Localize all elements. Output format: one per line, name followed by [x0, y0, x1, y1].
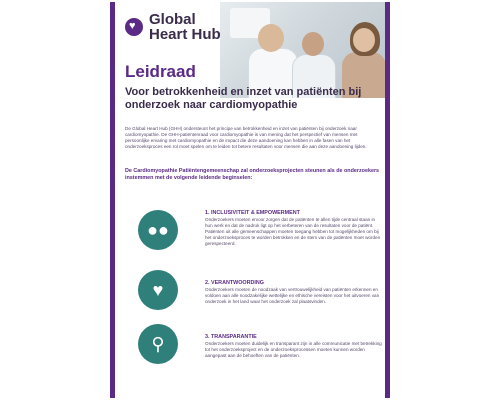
logo-line1: Global — [149, 11, 196, 28]
people-icon: ●● — [138, 210, 178, 250]
page-title: Leidraad — [125, 62, 196, 81]
group-heart-icon: ♥ — [138, 270, 178, 310]
doctors-photo — [220, 2, 390, 98]
principle-2-heading: 2. VERANTWOORDING — [205, 280, 264, 286]
principle-3 — [205, 334, 383, 359]
principle-2 — [205, 280, 383, 305]
lead-paragraph: De Cardiomyopathie Patiëntengemeenschap zal onderzoeksprojecten steunen als de onderzoekers instemmen met de volgende leidende beginselen: — [125, 168, 380, 181]
principle-2-text: Onderzoekers moeten de noodzaak van vertrouwelijkheid van patiënten erkennen en voldoen aan alle noodzakelijke wettelijke en ethische vereisten voor het uitvoeren van onderzoek in het land waar het onderzoek zal plaatsvinden. — [205, 287, 380, 304]
intro-paragraph: De Global Heart Hub (GHH) ondersteunt het principe van betrokkenheid en inzet van patiënten bij onderzoek naar cardiomyopathie. De GHH-patiëntenraad voor cardiomyopathie is van mening dat het perspectief van mensen met persoonlijke ervaring met cardiomyopathie en de impact die deze aandoening kan hebben in alle fasen van het onderzoeksproces een rol moet spelen om te leiden tot betere resultaten voor mensen die aan deze aandoening lijden. — [125, 126, 367, 149]
principle-1-heading: 1. INCLUSIVITEIT & EMPOWERMENT — [205, 210, 300, 216]
principle-1 — [205, 210, 383, 247]
page-subtitle: Voor betrokkenheid en inzet van patiënten bij onderzoek naar cardiomyopathie — [125, 86, 362, 111]
magnifier-icon: ⚲ — [138, 324, 178, 364]
principle-1-text: Onderzoekers moeten ervoor zorgen dat de patiënten te allen tijde centraal staan in hun werk en dat de nadruk ligt op het verbeteren van de resultaten voor de patiënt. Patiënten uit alle gemeenschappen moeten toegang hebben tot mogelijkheden om bij het onderzoeksproces te worden betrokken en de stem van de patiënten moet worden gerespecteerd. — [205, 217, 381, 246]
principle-3-heading: 3. TRANSPARANTIE — [205, 334, 257, 340]
principle-3-text: Onderzoekers moeten duidelijk en transparant zijn in alle communicatie met betrekking tot het onderzoeksproject en de onderzoeksprocessen moeten kunnen worden aangepast aan de behoeften van de patiënten. — [205, 341, 382, 358]
global-heart-hub-logo — [125, 12, 221, 42]
heart-logo-icon — [125, 18, 143, 36]
guideline-document — [110, 2, 390, 398]
logo-line2: Heart Hub — [149, 26, 221, 43]
